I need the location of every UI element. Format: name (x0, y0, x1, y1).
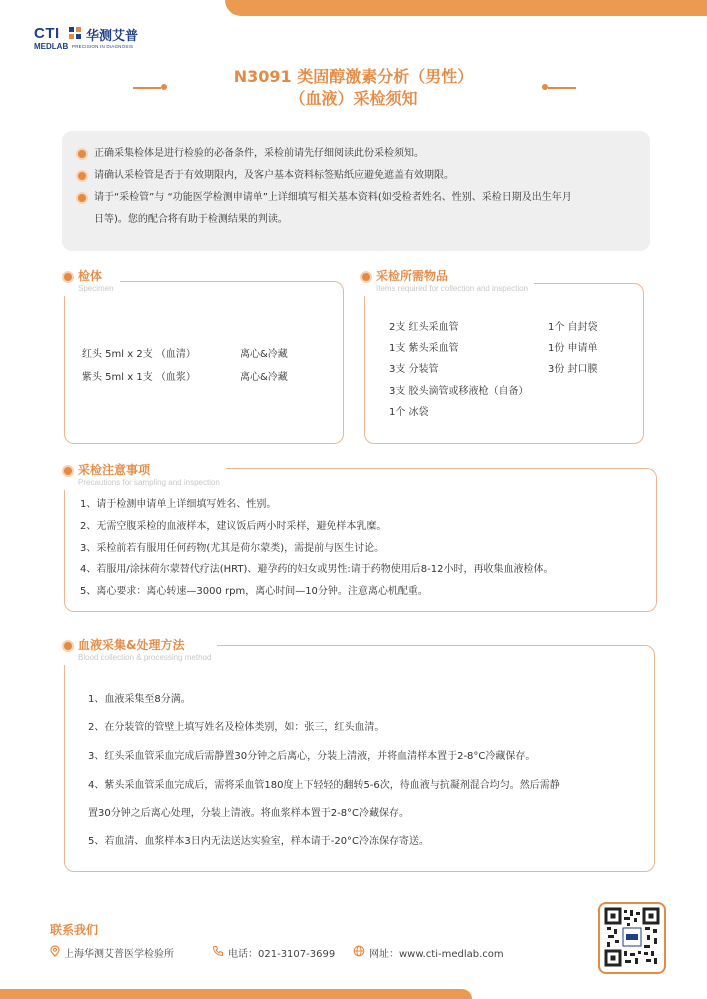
specimen-handling: 离心&冷藏 (240, 372, 288, 383)
notice-item: 请确认采检管是否于有效期限内，及客户基本资料标签贴纸应避免遮盖有效期限。 (78, 165, 634, 187)
precautions-subtitle: Precautions for sampling and inspection (78, 478, 220, 487)
bottom-accent-bar (0, 989, 472, 999)
items-title: 采检所需物品 (376, 269, 449, 283)
specimen-tube: 红头 5ml x 2支 （血清） (82, 349, 196, 360)
item-entry: 3份 封口膜 (548, 364, 598, 375)
item-entry: 1个 冰袋 (389, 407, 429, 418)
bullet-icon (78, 150, 86, 158)
location-pin-icon (49, 945, 61, 957)
blood-item: 1、血液采集至8分满。 (88, 694, 191, 705)
contact-phone[interactable]: 电话：021-3107-3699 (228, 949, 336, 960)
blood-item: 3、红头采血管采血完成后需静置30分钟之后离心，分装上清液，并将血清样本置于2-8°C冷藏保存。 (88, 751, 536, 762)
bullet-icon (64, 273, 72, 281)
blood-item: 5、若血清、血浆样本3日内无法送达实验室，样本请于-20°C冷冻保存寄送。 (88, 836, 430, 847)
bullet-icon (78, 194, 86, 202)
item-entry: 1支 紫头采血管 (389, 343, 459, 354)
blood-item: 4、紫头采血管采血完成后，需将采血管180度上下轻轻的翻转5-6次，待血液与抗凝剂混合均匀。然后需静 (88, 780, 560, 791)
specimen-subtitle: Specimen (78, 284, 114, 293)
precaution-item: 2、无需空腹采检的血液样本，建议饭后两小时采样，避免样本乳糜。 (80, 521, 387, 532)
precautions-title: 采检注意事项 (78, 463, 151, 477)
item-entry: 3支 分装管 (389, 364, 439, 375)
logo-cti-text: CTI (34, 25, 60, 42)
blood-subtitle: Blood collection & processing method (78, 653, 212, 662)
bullet-icon (362, 273, 370, 281)
precaution-item: 1、请于检测申请单上详细填写姓名、性别。 (80, 499, 277, 510)
bullet-icon (64, 467, 72, 475)
item-entry: 3支 胶头滴管或移液枪（自备） (389, 386, 529, 397)
title-line-2: （血液）采检须知 (289, 89, 418, 108)
precaution-item: 4、若服用/涂抹荷尔蒙替代疗法(HRT)、避孕药的妇女或男性:请于药物使用后8-12小时，再收集血液检体。 (80, 564, 554, 575)
items-subtitle: Items required for collection and inspection (376, 284, 529, 293)
bullet-icon (64, 642, 72, 650)
logo-tagline: PRECISION IN DIAGNOSIS (72, 44, 134, 49)
notice-item: 请于“采检管”与 “功能医学检测申请单”上详细填写相关基本资料(如受检者姓名、性别、采检日期及出生年月 (78, 187, 634, 209)
blood-title: 血液采集&处理方法 (78, 638, 185, 652)
title-line-1: N3091 类固醇激素分析（男性） (233, 67, 474, 86)
item-entry: 1个 自封袋 (548, 322, 598, 333)
qr-code-icon (604, 907, 660, 967)
blood-item: 2、在分装管的管壁上填写姓名及检体类别，如：张三，红头血清。 (88, 722, 385, 733)
specimen-tube: 紫头 5ml x 1支 （血浆） (82, 372, 196, 383)
precautions-header (60, 462, 226, 490)
notice-item-continued: 日等)。您的配合将有助于检测结果的判读。 (94, 214, 288, 225)
notice-item: 正确采集检体是进行检验的必备条件，采检前请先仔细阅读此份采检须知。 (78, 143, 634, 165)
specimen-header (60, 268, 120, 296)
phone-icon (212, 945, 224, 957)
company-logo (34, 25, 164, 55)
contact-website[interactable]: 网址：www.cti-medlab.com (369, 949, 504, 960)
contact-title: 联系我们 (50, 923, 99, 937)
logo-cn-name: 华测艾普 (86, 29, 139, 44)
item-entry: 2支 红头采血管 (389, 322, 459, 333)
contact-address: 上海华测艾普医学检验所 (64, 949, 174, 960)
items-header (358, 268, 534, 296)
top-accent-bar (225, 0, 707, 16)
specimen-handling: 离心&冷藏 (240, 349, 288, 360)
blood-item: 置30分钟之后离心处理，分装上清液。将血浆样本置于2-8°C冷藏保存。 (88, 808, 410, 819)
page-title (0, 66, 707, 110)
item-entry: 1份 申请单 (548, 343, 598, 354)
globe-icon (353, 945, 365, 957)
notice-panel (62, 131, 650, 251)
blood-header (60, 637, 217, 665)
specimen-box (64, 281, 344, 444)
logo-medlab-text: MEDLAB (34, 42, 69, 51)
logo-grid-icon (69, 27, 82, 40)
bullet-icon (78, 172, 86, 180)
precaution-item: 5、离心要求：离心转速—3000 rpm，离心时间—10分钟。注意离心机配重。 (80, 586, 428, 597)
precaution-item: 3、采检前若有服用任何药物(尤其是荷尔蒙类)，需提前与医生讨论。 (80, 543, 385, 554)
specimen-title: 检体 (78, 269, 103, 283)
